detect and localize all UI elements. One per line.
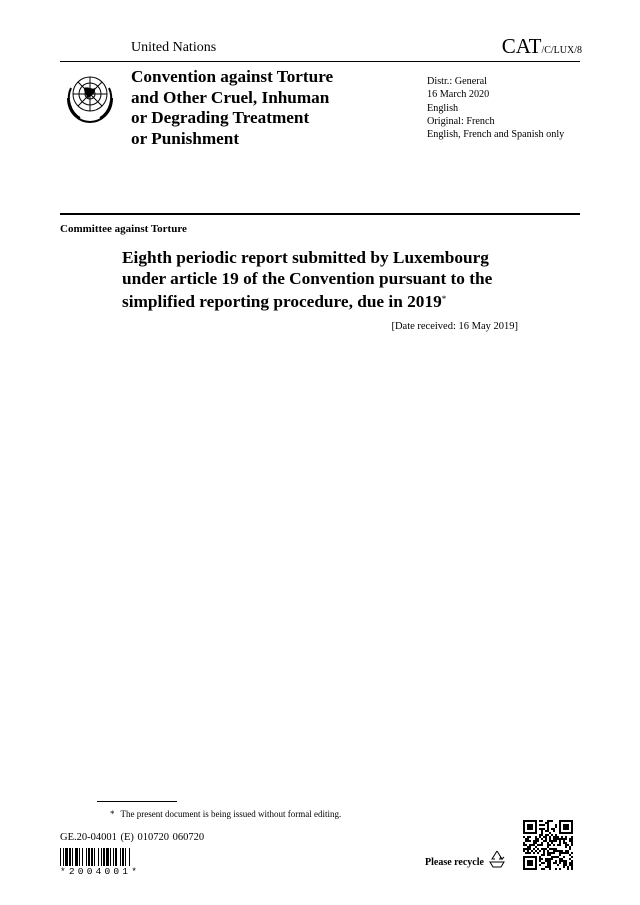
report-title-line: Eighth periodic report submitted by Luxembourg: [122, 248, 489, 267]
symbol-main: CAT: [501, 34, 542, 58]
distribution-line: Original: French: [427, 115, 495, 127]
document-symbol: [502, 34, 582, 59]
recycle-icon: [487, 849, 507, 869]
footnote-marker[interactable]: *: [441, 294, 447, 304]
report-title-line: [122, 289, 532, 312]
footnote: [110, 809, 341, 819]
recycle-label: Please recycle: [425, 857, 484, 868]
footnote-text: The present document is being issued without formal editing.: [120, 809, 342, 819]
un-emblem-icon: [62, 68, 118, 124]
report-title: [122, 247, 532, 312]
footnote-mark: *: [110, 809, 115, 819]
distribution-line: English, French and Spanish only: [427, 129, 565, 141]
date-received: [Date received: 16 May 2019]: [391, 321, 518, 332]
barcode-text: *2004001*: [60, 866, 141, 877]
qr-code-icon: [523, 820, 573, 870]
symbol-suffix: /C/LUX/8: [541, 45, 582, 56]
committee-name: Committee against Torture: [60, 223, 187, 235]
distribution-block: [427, 75, 564, 141]
convention-title-line: or Punishment: [131, 128, 240, 148]
organization-name: United Nations: [131, 40, 217, 55]
convention-title-line: Convention against Torture: [131, 67, 334, 86]
convention-title: [131, 67, 371, 149]
header-rule: [60, 61, 580, 62]
report-title-text: simplified reporting procedure, due in 2019: [122, 292, 442, 311]
convention-title-line: and Other Cruel, Inhuman: [131, 87, 330, 107]
report-title-line: under article 19 of the Convention pursuant to the: [122, 269, 493, 288]
distribution-line: English: [427, 102, 459, 114]
convention-title-line: or Degrading Treatment: [131, 108, 310, 127]
distribution-line: Distr.: General: [427, 76, 487, 87]
barcode-icon: [60, 848, 160, 866]
section-rule: [60, 213, 580, 215]
footnote-rule: [97, 801, 177, 802]
job-number: GE.20-04001 (E) 010720 060720: [60, 832, 205, 843]
distribution-line: 16 March 2020: [427, 89, 490, 101]
